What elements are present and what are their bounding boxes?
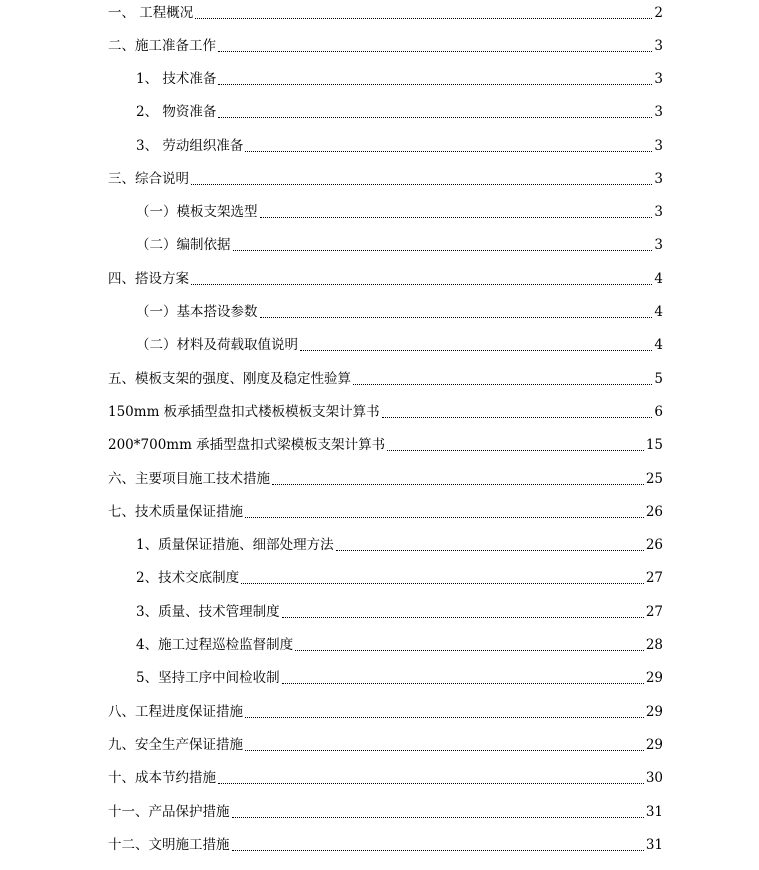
toc-entry[interactable] [136, 534, 663, 556]
toc-entry-title: 200*700mm 承插型盘扣式梁模板支架计算书 [108, 437, 386, 453]
toc-entry[interactable] [108, 368, 663, 390]
toc-entry-title: 2、 物资准备 [136, 104, 217, 120]
toc-entry[interactable] [108, 801, 663, 823]
toc-leader [382, 416, 653, 418]
toc-leader [232, 849, 644, 851]
toc-leader [241, 582, 644, 584]
toc-entry-page: 2 [654, 5, 663, 21]
toc-leader [260, 216, 653, 218]
toc-entry-title: 七、技术质量保证措施 [108, 504, 243, 520]
toc-entry-page: 29 [645, 670, 663, 686]
toc-leader [272, 483, 644, 485]
toc-entry-title: 四、搭设方案 [108, 271, 189, 287]
toc-entry-title: 十一、产品保护措施 [108, 804, 230, 820]
toc-entry-page: 15 [645, 437, 663, 453]
toc-entry-title: 二、施工准备工作 [108, 38, 216, 54]
toc-entry-title: 十、成本节约措施 [108, 770, 216, 786]
toc-leader [300, 349, 652, 351]
toc-entry-title: 2、技术交底制度 [136, 570, 240, 586]
toc-leader [353, 383, 652, 385]
toc-entry-title: 十二、文明施工措施 [108, 837, 230, 853]
toc-entry-title: 三、综合说明 [108, 171, 189, 187]
toc-entry-page: 4 [654, 337, 663, 353]
toc-entry-page: 3 [654, 104, 663, 120]
toc-entry-title: 3、质量、技术管理制度 [136, 604, 280, 620]
toc-entry[interactable] [136, 301, 663, 323]
toc-entry-title: 八、工程进度保证措施 [108, 704, 243, 720]
toc-entry[interactable] [136, 68, 663, 90]
toc-entry-page: 3 [654, 204, 663, 220]
toc-entry-page: 30 [645, 770, 663, 786]
toc-entry-title: 一、 工程概况 [108, 5, 194, 21]
toc-entry-title: 六、主要项目施工技术措施 [108, 471, 270, 487]
toc-leader [191, 283, 652, 285]
toc-entry-page: 26 [645, 504, 663, 520]
toc-entry[interactable] [108, 35, 663, 57]
toc-entry[interactable] [108, 2, 663, 24]
toc-entry[interactable] [136, 234, 663, 256]
toc-entry-page: 3 [654, 237, 663, 253]
toc-entry-title: （一）模板支架选型 [136, 204, 258, 220]
toc-leader [295, 649, 644, 651]
toc-entry[interactable] [108, 767, 663, 789]
toc-entry-page: 27 [645, 570, 663, 586]
toc-entry-page: 6 [654, 404, 663, 420]
toc-entry-page: 5 [654, 371, 663, 387]
toc-entry-page: 28 [645, 637, 663, 653]
toc-entry[interactable] [108, 501, 663, 523]
toc-entry-title: 3、 劳动组织准备 [136, 138, 244, 154]
toc-leader [232, 816, 644, 818]
toc-leader [218, 782, 644, 784]
toc-entry[interactable] [108, 268, 663, 290]
toc-entry-title: 1、 技术准备 [136, 71, 217, 87]
toc-leader [218, 50, 652, 52]
toc-leader [282, 616, 644, 618]
toc-entry[interactable] [136, 201, 663, 223]
toc-entry-page: 25 [645, 471, 663, 487]
toc-entry[interactable] [136, 101, 663, 123]
toc-entry[interactable] [108, 168, 663, 190]
toc-entry[interactable] [108, 734, 663, 756]
toc-entry[interactable] [136, 567, 663, 589]
toc-entry-title: 五、模板支架的强度、刚度及稳定性验算 [108, 371, 351, 387]
toc-leader [245, 749, 644, 751]
toc-entry[interactable] [136, 334, 663, 356]
toc-entry-title: 150mm 板承插型盘扣式楼板模板支架计算书 [108, 404, 380, 420]
toc-entry[interactable] [136, 667, 663, 689]
toc-leader [218, 83, 652, 85]
toc-entry-page: 3 [654, 71, 663, 87]
toc-entry[interactable] [136, 135, 663, 157]
toc-entry-title: 5、坚持工序中间检收制 [136, 670, 280, 686]
toc-entry-page: 27 [645, 604, 663, 620]
toc-entry-page: 4 [654, 271, 663, 287]
toc-entry-title: （一）基本搭设参数 [136, 304, 258, 320]
toc-leader [233, 249, 653, 251]
toc-entry-page: 3 [654, 138, 663, 154]
toc-entry-page: 3 [654, 171, 663, 187]
toc-entry[interactable] [108, 401, 663, 423]
toc-leader [218, 116, 652, 118]
toc-leader [260, 316, 653, 318]
toc-leader [387, 449, 644, 451]
toc-leader [245, 516, 644, 518]
toc-entry[interactable] [108, 834, 663, 856]
toc-entry[interactable] [108, 434, 663, 456]
toc-leader [245, 150, 652, 152]
toc-entry-title: （二）编制依据 [136, 237, 231, 253]
toc-entry-page: 31 [645, 804, 663, 820]
toc-entry[interactable] [136, 634, 663, 656]
toc-leader [245, 716, 644, 718]
toc-leader [336, 549, 644, 551]
toc-entry[interactable] [108, 468, 663, 490]
toc-entry-page: 29 [645, 704, 663, 720]
toc-leader [282, 682, 644, 684]
toc-entry[interactable] [136, 601, 663, 623]
toc-entry-page: 26 [645, 537, 663, 553]
toc-entry-page: 29 [645, 737, 663, 753]
toc-entry-title: 4、施工过程巡检监督制度 [136, 637, 294, 653]
toc-entry-title: 1、质量保证措施、细部处理方法 [136, 537, 334, 553]
toc-entry[interactable] [108, 701, 663, 723]
toc-leader [195, 17, 652, 19]
toc-entry-page: 4 [654, 304, 663, 320]
toc-entry-title: （二）材料及荷载取值说明 [136, 337, 298, 353]
toc-entry-page: 3 [654, 38, 663, 54]
toc-leader [191, 183, 652, 185]
toc-entry-page: 31 [645, 837, 663, 853]
toc-entry-title: 九、安全生产保证措施 [108, 737, 243, 753]
